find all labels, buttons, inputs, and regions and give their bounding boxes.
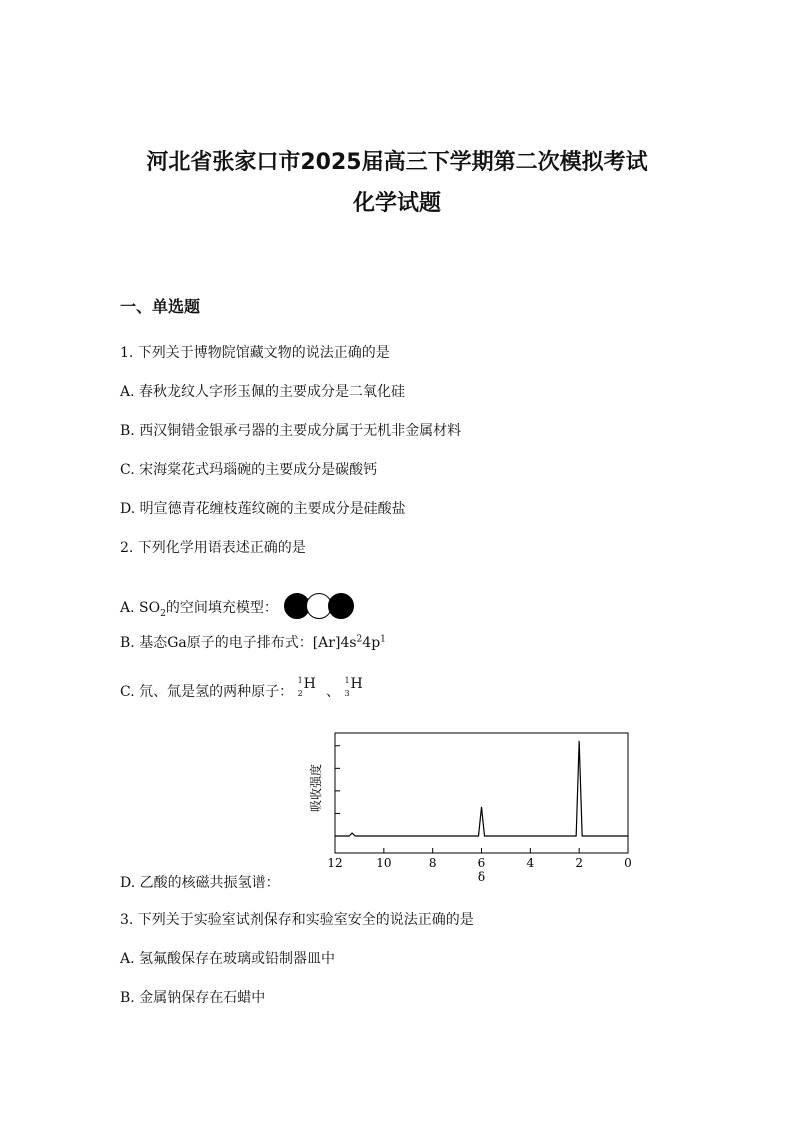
question-2-stem: 2. 下列化学用语表述正确的是 [120, 540, 306, 556]
question-1-stem: 1. 下列关于博物院馆藏文物的说法正确的是 [120, 345, 390, 361]
x-tick-label: 0 [624, 856, 632, 870]
x-tick-label: 2 [575, 856, 583, 870]
question-1-option-a: A. 春秋龙纹人字形玉佩的主要成分是二氧化硅 [120, 384, 406, 400]
nuclide-1: 1 2 H [297, 676, 316, 698]
plot-frame [335, 733, 628, 853]
section-heading: 一、单选题 [120, 297, 201, 316]
x-tick-label: 4 [526, 856, 535, 870]
x-tick-label: 8 [428, 856, 437, 870]
question-2-option-c: C. 氘、氚是氢的两种原子： 1 2 H 、 1 3 H [120, 680, 368, 701]
document-subtitle: 化学试题 [352, 191, 441, 216]
document-title: 河北省张家口市2025届高三下学期第二次模拟考试 [146, 150, 648, 175]
x-axis-label: δ [477, 870, 486, 884]
question-1-option-b: B. 西汉铜错金银承弓器的主要成分属于无机非金属材料 [120, 423, 462, 439]
question-2-option-d: D. 乙酸的核磁共振氢谱： [120, 875, 280, 891]
y-axis-label: 吸收强度 [309, 763, 323, 813]
question-1-option-c: C. 宋海棠花式玛瑙碗的主要成分是碳酸钙 [120, 462, 378, 478]
nuclide-2: 1 3 H [344, 676, 363, 698]
question-1-option-d: D. 明宣德青花缠枝莲纹碗的主要成分是硅酸盐 [120, 501, 406, 517]
sulfur-oxygen-ball-2 [328, 593, 354, 619]
question-3-option-a: A. 氢氟酸保存在玻璃或铅制器皿中 [120, 951, 336, 967]
question-3-stem: 3. 下列关于实验室试剂保存和实验室安全的说法正确的是 [120, 912, 474, 928]
so2-space-filling-model [284, 592, 358, 622]
x-tick-label: 12 [327, 856, 343, 870]
question-2-option-a: A. $SO_2$的空间填充模型： [120, 592, 358, 622]
question-2-option-b: B. 基态Ga原子的电子排布式：$[Ar]4s^24p^1$ [120, 634, 386, 651]
nmr-spectrum-chart [300, 726, 640, 888]
x-tick-label: 10 [376, 856, 392, 870]
question-3-option-b: B. 金属钠保存在石蜡中 [120, 990, 266, 1006]
spectrum-line [335, 741, 628, 836]
x-tick-label: 6 [477, 856, 486, 870]
